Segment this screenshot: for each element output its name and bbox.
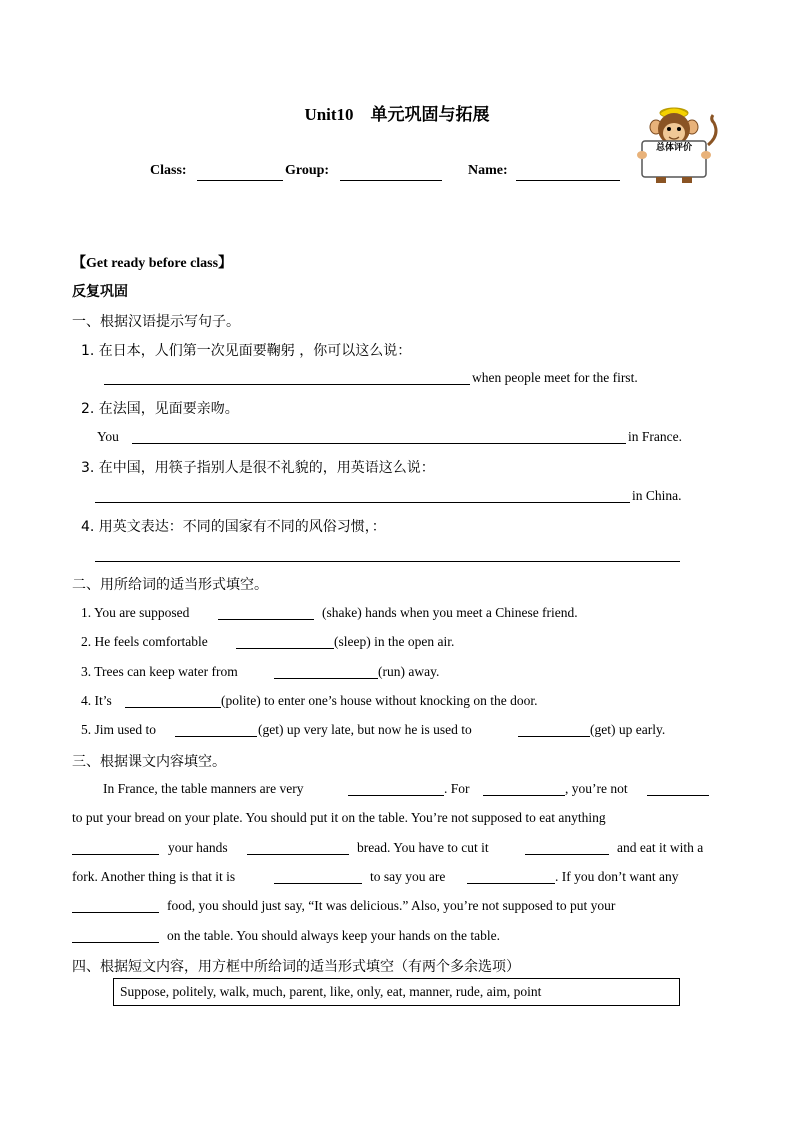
part2-q4-blank[interactable]: [125, 707, 221, 708]
part3-line5: food, you should just say, “It was delicious.” Also, you’re not supposed to put your: [167, 898, 616, 913]
group-label: Group:: [285, 163, 330, 178]
part1-q3-tail: in China.: [632, 488, 682, 503]
part2-q5-blank2[interactable]: [518, 736, 590, 737]
part3-line1c: , you’re not: [565, 781, 628, 796]
part1-q1-tail: when people meet for the first.: [472, 370, 638, 385]
part2-q1-blank[interactable]: [218, 619, 314, 620]
part3-blank8[interactable]: [467, 883, 555, 884]
part2-q3-rest: (run) away.: [378, 664, 440, 679]
part1-q3: 3. 在中国，用筷子指别人是很不礼貌的，用英语这么说：: [81, 460, 435, 476]
name-blank[interactable]: [516, 180, 620, 181]
part3-line3c: and eat it with a: [617, 840, 704, 855]
class-blank[interactable]: [197, 180, 283, 181]
part3-heading: 三、根据课文内容填空。: [72, 754, 226, 770]
name-label: Name:: [468, 163, 508, 178]
word-box: Suppose, politely, walk, much, parent, like, only, eat, manner, rude, aim, point: [113, 978, 680, 1006]
page-title: Unit10 单元巩固与拓展: [304, 105, 490, 124]
part3-line3a: your hands: [168, 840, 228, 855]
part2-q5-middle: (get) up very late, but now he is used to: [258, 722, 472, 737]
part3-blank3[interactable]: [647, 795, 709, 796]
part1-q2-head: You: [97, 429, 119, 444]
part2-q5-rest: (get) up early.: [590, 722, 666, 737]
part3-line4a: fork. Another thing is that it is: [72, 869, 236, 884]
part1-q2: 2. 在法国，见面要亲吻。: [81, 401, 239, 417]
part1-q3-blank[interactable]: [95, 502, 630, 503]
part3-blank7[interactable]: [274, 883, 362, 884]
part3-blank2[interactable]: [483, 795, 565, 796]
part3-blank4[interactable]: [72, 854, 159, 855]
part3-blank10[interactable]: [72, 942, 159, 943]
part3-line6: on the table. You should always keep your hands on the table.: [167, 928, 500, 943]
part3-blank5[interactable]: [247, 854, 349, 855]
part3-line1b: . For: [444, 781, 470, 796]
part1-q4-blank[interactable]: [95, 561, 680, 562]
part2-q1-rest: (shake) hands when you meet a Chinese friend.: [322, 605, 578, 620]
part3-line1a: In France, the table manners are very: [103, 781, 304, 796]
part3-line3b: bread. You have to cut it: [357, 840, 489, 855]
part2-q2-text: 2. He feels comfortable: [81, 634, 208, 649]
part2-q5-text: 5. Jim used to: [81, 722, 157, 737]
part1-q1: 1. 在日本，人们第一次见面要鞠躬 ，你可以这么说：: [81, 343, 412, 359]
part2-q3-text: 3. Trees can keep water from: [81, 664, 238, 679]
part1-q2-tail: in France.: [628, 429, 682, 444]
class-label: Class:: [150, 163, 187, 178]
part2-q3-blank[interactable]: [274, 678, 378, 679]
badge-text: 总体评价: [655, 143, 692, 153]
review-heading: 反复巩固: [72, 284, 128, 300]
part2-q2-rest: (sleep) in the open air.: [334, 634, 455, 649]
part3-line4b: to say you are: [370, 869, 446, 884]
part1-heading: 一、根据汉语提示写句子。: [72, 314, 240, 330]
part3-line4c: . If you don’t want any: [555, 869, 679, 884]
part2-q4-rest: (polite) to enter one’s house without knocking on the door.: [221, 693, 538, 708]
part1-q1-blank[interactable]: [104, 384, 470, 385]
part2-q2-blank[interactable]: [236, 648, 334, 649]
part2-heading: 二、用所给词的适当形式填空。: [72, 577, 268, 593]
part3-blank1[interactable]: [348, 795, 444, 796]
monkey-badge-image: [630, 105, 720, 185]
part3-blank6[interactable]: [525, 854, 609, 855]
part4-heading: 四、根据短文内容，用方框中所给词的适当形式填空（有两个多余选项）: [72, 959, 520, 975]
part2-q1-text: 1. You are supposed: [81, 605, 190, 620]
part1-q2-blank[interactable]: [132, 443, 626, 444]
part1-q4: 4. 用英文表达：不同的国家有不同的风俗习惯，：: [81, 519, 386, 535]
group-blank[interactable]: [340, 180, 442, 181]
get-ready-heading: 【Get ready before class】: [72, 256, 233, 271]
part3-line2: to put your bread on your plate. You should put it on the table. You’re not supposed to eat anything: [72, 810, 606, 825]
part2-q4-text: 4. It’s: [81, 693, 112, 708]
part3-blank9[interactable]: [72, 912, 159, 913]
part2-q5-blank1[interactable]: [175, 736, 257, 737]
